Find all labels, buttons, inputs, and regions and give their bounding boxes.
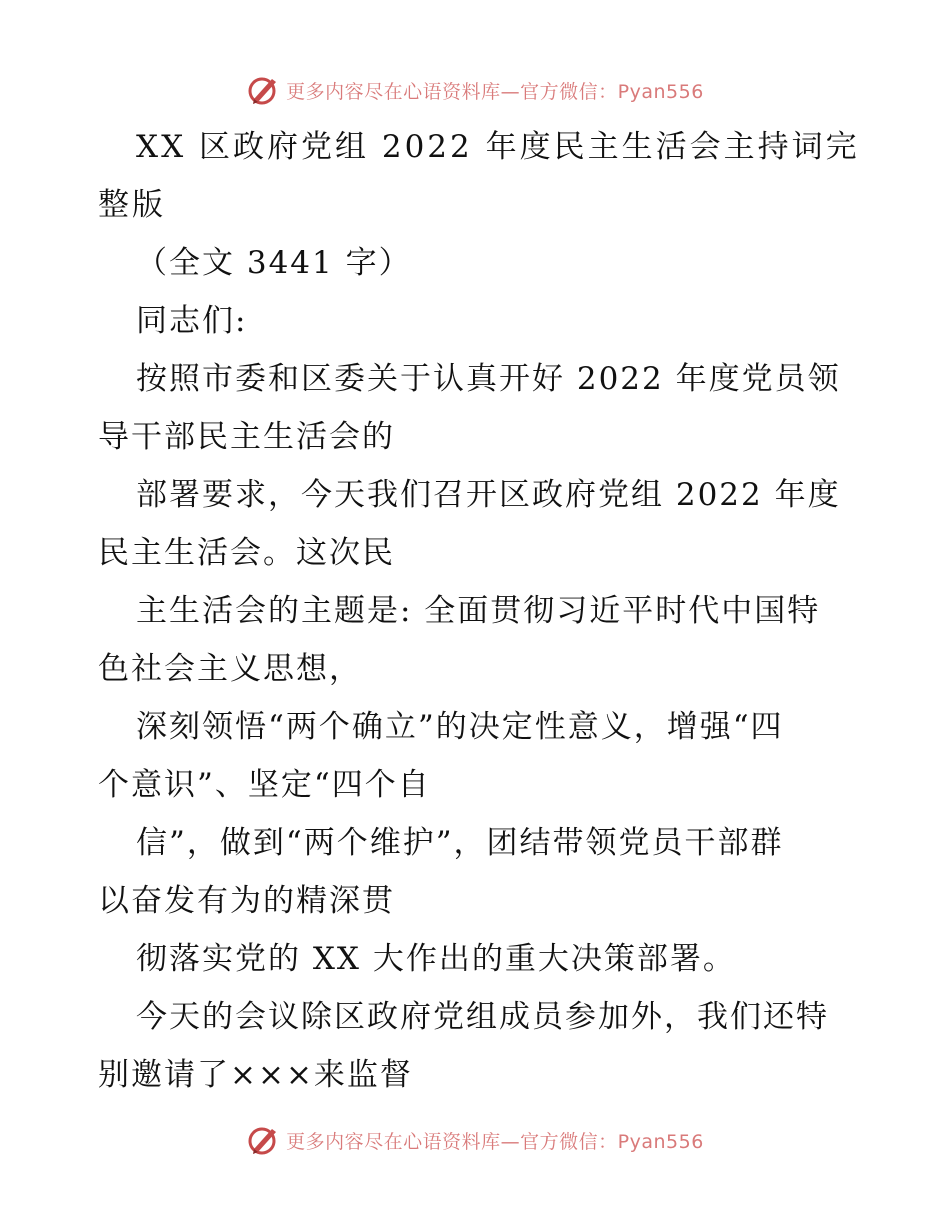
word-count: （全文 3441 字） bbox=[136, 245, 412, 281]
paragraph-line: 彻落实党的 XX 大作出的重大决策部署。 bbox=[136, 941, 736, 977]
paragraph-line: 以奋发有为的精深贯 bbox=[98, 883, 395, 919]
paragraph-line: 部署要求，今天我们召开区政府党组 2022 年度 bbox=[136, 477, 841, 513]
salutation: 同志们: bbox=[136, 303, 248, 339]
watermark-text: 更多内容尽在心语资料库—官方微信：Pyan556 bbox=[286, 1130, 704, 1153]
paragraph-line: 导干部民主生活会的 bbox=[98, 419, 395, 455]
header-watermark bbox=[0, 70, 950, 110]
paragraph-line: 深刻领悟“两个确立”的决定性意义，增强“四 bbox=[136, 709, 784, 745]
paragraph-line: 民主生活会。这次民 bbox=[98, 535, 395, 571]
paragraph-line: 信”，做到“两个维护”，团结带领党员干部群 bbox=[136, 825, 784, 861]
title-line-2: 整版 bbox=[98, 187, 166, 223]
paragraph-line: 个意识”、坚定“四个自 bbox=[98, 767, 431, 803]
watermark-text: 更多内容尽在心语资料库—官方微信：Pyan556 bbox=[286, 80, 704, 103]
pen-logo-icon bbox=[246, 1123, 280, 1157]
footer-watermark bbox=[0, 1120, 950, 1160]
document-body bbox=[98, 118, 858, 1104]
paragraph-line: 今天的会议除区政府党组成员参加外，我们还特 bbox=[136, 999, 829, 1035]
paragraph-line: 按照市委和区委关于认真开好 2022 年度党员领 bbox=[136, 361, 841, 397]
title-line-1: XX 区政府党组 2022 年度民主生活会主持词完 bbox=[136, 129, 860, 165]
paragraph-line: 主生活会的主题是: 全面贯彻习近平时代中国特 bbox=[136, 593, 821, 629]
paragraph-line: 色社会主义思想， bbox=[98, 651, 362, 687]
paragraph-line: 别邀请了×××来监督 bbox=[98, 1057, 413, 1093]
pen-logo-icon bbox=[246, 73, 280, 107]
